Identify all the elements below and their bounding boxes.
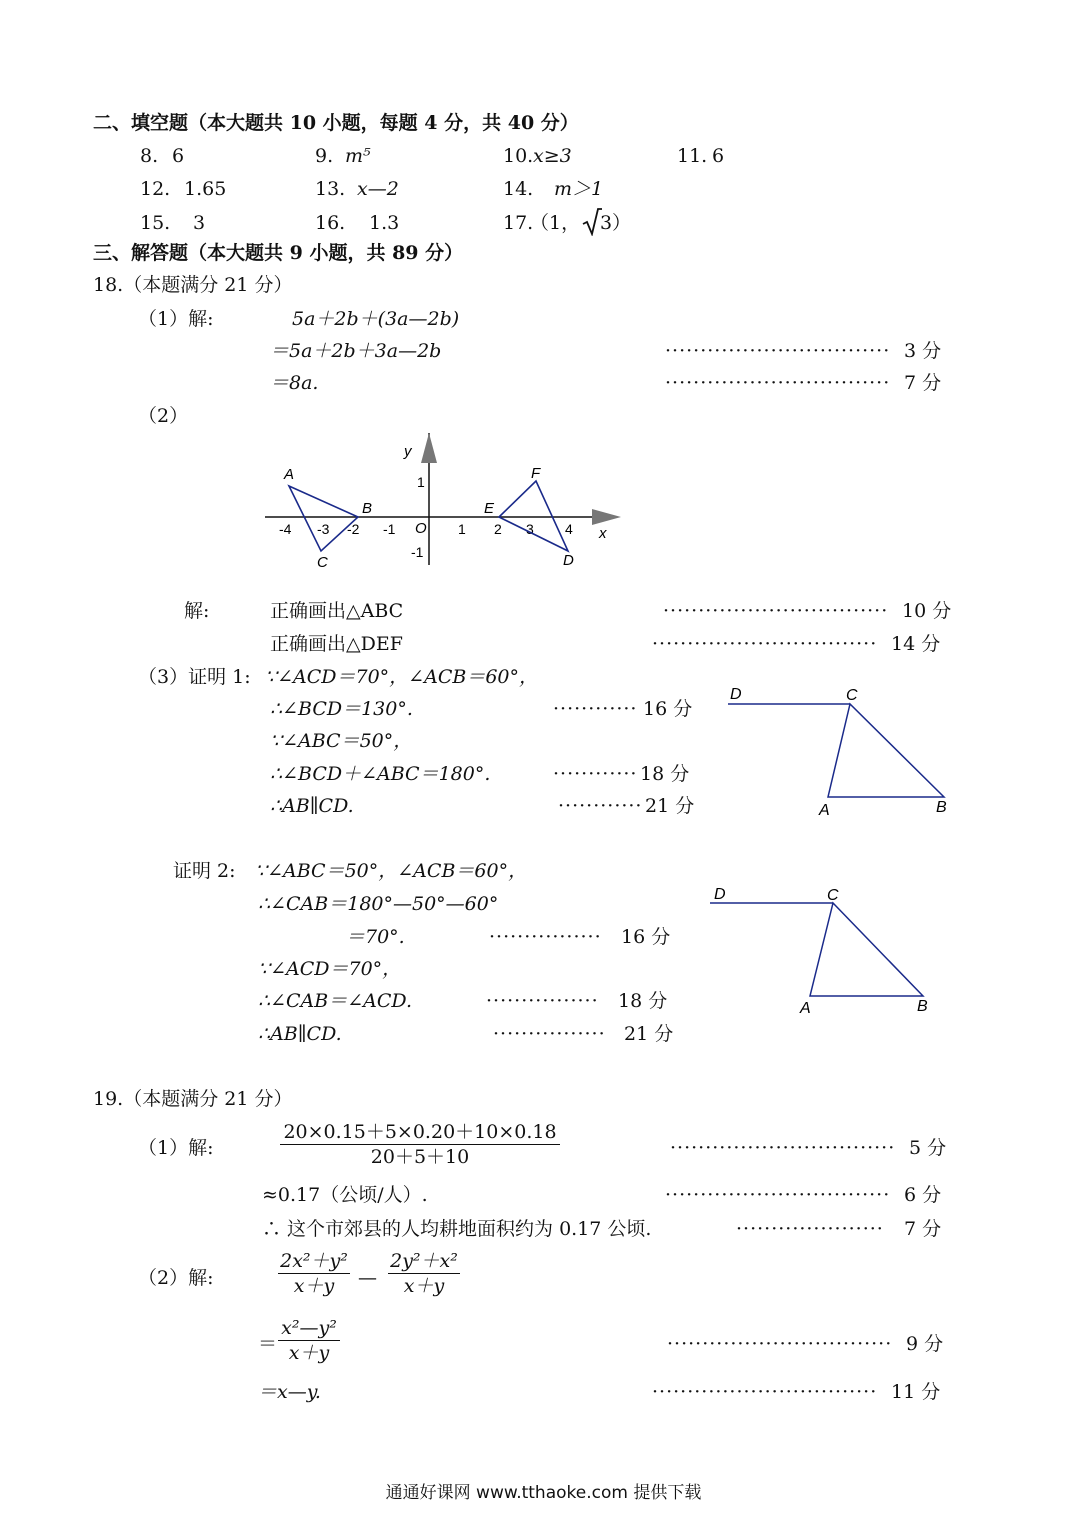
answer-17-num: 17. [503, 212, 534, 234]
q19-part1-dots3: ····················· [736, 1218, 884, 1240]
proof1-figure [720, 680, 960, 825]
y-tick-1: 1 [417, 474, 425, 490]
proof2-line5: ∴∠CAB＝∠ACD. [258, 990, 413, 1012]
q19-fraction [280, 1120, 560, 1169]
fraction1-denominator: x＋y [293, 1275, 335, 1297]
q18-part1-line3: ＝8a. [270, 372, 319, 394]
answer-8: 6 [172, 145, 185, 167]
q18-part2-solve-label: 解: [184, 600, 210, 622]
answer-12: 1.65 [184, 178, 227, 200]
q19-part1-line2: ≈0.17（公顷/人）. [262, 1184, 428, 1206]
proof2-label: 证明 2: [173, 860, 236, 882]
answer-11: 6 [712, 145, 725, 167]
answer-11-num: 11. [677, 145, 708, 167]
proof1-dots3: ············ [558, 795, 643, 817]
fraction2-numerator: 2y²＋x² [390, 1250, 458, 1272]
proof2-dots3: ················ [493, 1023, 606, 1045]
q18-part2-line2: 正确画出△DEF [270, 633, 403, 655]
y-axis-label: y [404, 443, 412, 460]
coordinate-graph [255, 425, 635, 575]
q19-part1-score2: 6 分 [904, 1184, 942, 1206]
proof1-label-a: A [819, 802, 830, 819]
x-tick--4: -4 [279, 521, 292, 537]
triangle-def [499, 481, 568, 551]
x-tick-4: 4 [565, 521, 573, 537]
answer-17-c: ） [612, 212, 632, 234]
proof2-score1: 16 分 [621, 926, 671, 948]
y-axis-arrow-icon [421, 433, 437, 463]
proof1-score2: 18 分 [640, 763, 690, 785]
proof2-line4: ∵∠ACD＝70°， [258, 958, 402, 980]
q19-part1-line3: ∴ 这个市郊县的人均耕地面积约为 0.17 公顷. [262, 1218, 652, 1240]
proof2-dots1: ················ [489, 926, 602, 948]
proof1-label-b: B [936, 799, 947, 816]
proof1-line1: ∵∠ACD＝70°，∠ACB＝60°， [265, 666, 538, 688]
proof1-label-c: C [846, 687, 858, 704]
triangle-abc [289, 486, 358, 551]
answer-10-num: 10. [503, 145, 534, 167]
answer-9-num: 9. [315, 145, 334, 167]
proof2-label-c: C [827, 887, 839, 904]
point-f-label: F [531, 465, 541, 482]
answer-12-num: 12. [140, 178, 171, 200]
q19-part1-dots2: ································ [665, 1184, 891, 1206]
fraction2-denominator: x＋y [403, 1275, 445, 1297]
q19-part1-score1: 5 分 [909, 1137, 947, 1159]
answer-13: x—2 [357, 178, 399, 200]
x-axis-arrow-icon [592, 509, 621, 525]
q19-part2-label: （2）解: [138, 1267, 214, 1289]
proof2-score2: 18 分 [618, 990, 668, 1012]
q18-part1-score1: 3 分 [904, 340, 942, 362]
q19-part2-fraction3 [278, 1316, 340, 1365]
point-c-label: C [317, 554, 328, 571]
q19-part1-score3: 7 分 [904, 1218, 942, 1240]
point-a-label: A [284, 466, 295, 483]
q18-heading: 18.（本题满分 21 分） [93, 274, 293, 296]
x-axis-label: x [599, 525, 607, 542]
q18-part2-dots1: ································ [663, 600, 889, 622]
proof2-line1: ∵∠ABC＝50°，∠ACB＝60°， [255, 860, 528, 882]
q18-part2-score2: 14 分 [891, 633, 941, 655]
point-b-label: B [362, 500, 373, 517]
fraction1-numerator: 2x²＋y² [280, 1250, 348, 1272]
proof2-label-a: A [800, 1000, 811, 1017]
origin-label: O [415, 520, 427, 537]
x-tick--1: -1 [383, 521, 396, 537]
answer-17-a: （1， [530, 212, 581, 234]
q19-part2-dots1: ································ [667, 1333, 893, 1355]
proof1-dots2: ············ [553, 763, 638, 785]
x-tick--2: -2 [347, 521, 360, 537]
q18-part2-score1: 10 分 [902, 600, 952, 622]
proof2-score3: 21 分 [624, 1023, 674, 1045]
x-tick-2: 2 [494, 521, 502, 537]
answer-14: m＞1 [554, 178, 604, 200]
section-3-title: 三、解答题（本大题共 9 小题，共 89 分） [93, 242, 464, 264]
proof1-line4: ∴∠BCD＋∠ABC＝180°. [270, 763, 491, 785]
proof1-dots1: ············ [553, 698, 638, 720]
proof1-line2: ∴∠BCD＝130°. [270, 698, 413, 720]
q18-part1-label: （1）解: [138, 308, 214, 330]
proof2-label-b: B [917, 998, 928, 1015]
answer-10: x≥3 [533, 145, 572, 167]
x-tick-1: 1 [458, 521, 466, 537]
q19-part2-minus: — [358, 1267, 377, 1289]
q19-fraction-numerator: 20×0.15＋5×0.20＋10×0.18 [283, 1121, 557, 1143]
q19-part1-label: （1）解: [138, 1137, 214, 1159]
q19-part2-dots2: ································ [652, 1381, 878, 1403]
q19-heading: 19.（本题满分 21 分） [93, 1088, 293, 1110]
answer-15: 3 [193, 212, 206, 234]
answer-16: 1.3 [369, 212, 400, 234]
point-e-label: E [484, 500, 495, 517]
proof2-line2: ∴∠CAB＝180°—50°—60° [258, 893, 499, 915]
q19-part2-fraction2 [388, 1249, 460, 1298]
point-d-label: D [563, 552, 574, 569]
x-tick-3: 3 [526, 521, 534, 537]
q19-fraction-denominator: 20＋5＋10 [370, 1146, 470, 1168]
answer-15-num: 15. [140, 212, 171, 234]
q18-part1-line2: ＝5a＋2b＋3a—2b [270, 340, 442, 362]
proof1-score3: 21 分 [645, 795, 695, 817]
sqrt-sign-icon [582, 206, 602, 236]
proof1-line3: ∵∠ABC＝50°， [270, 730, 413, 752]
answer-16-num: 16. [315, 212, 346, 234]
proof1-score1: 16 分 [643, 698, 693, 720]
q19-part1-dots1: ································ [670, 1137, 896, 1159]
answer-14-num: 14. [503, 178, 534, 200]
q18-part1-line1: 5a＋2b＋(3a—2b) [292, 308, 460, 330]
q19-part2-equals: ＝ [258, 1333, 278, 1355]
fraction3-denominator: x＋y [288, 1342, 330, 1364]
answer-8-num: 8. [140, 145, 159, 167]
answer-13-num: 13. [315, 178, 346, 200]
q18-part3-label: （3）证明 1: [138, 666, 251, 688]
proof2-figure [705, 880, 945, 1020]
answer-17-b: 3 [600, 212, 613, 234]
q19-part2-last: ＝x—y. [258, 1381, 321, 1403]
q19-part2-score1: 9 分 [906, 1333, 944, 1355]
y-tick--1: -1 [411, 544, 424, 560]
q18-part1-dots1: ································ [665, 340, 891, 362]
proof1-line5: ∴AB∥CD. [270, 795, 354, 817]
proof1-label-d: D [730, 686, 742, 703]
q18-part2-line1: 正确画出△ABC [270, 600, 404, 622]
fraction3-numerator: x²—y² [281, 1317, 337, 1339]
answer-9: m⁵ [345, 145, 371, 167]
q18-part2-dots2: ································ [652, 633, 878, 655]
q18-part1-score2: 7 分 [904, 372, 942, 394]
page-footer: 通通好课网 www.tthaoke.com 提供下载 [385, 1483, 702, 1503]
section-2-title: 二、填空题（本大题共 10 小题，每题 4 分，共 40 分） [93, 112, 579, 134]
proof2-dots2: ················ [486, 990, 599, 1012]
proof2-label-d: D [714, 886, 726, 903]
q19-part2-fraction1 [278, 1249, 350, 1298]
proof2-line3: ＝70°. [346, 926, 405, 948]
proof2-line6: ∴AB∥CD. [258, 1023, 342, 1045]
q18-part2-label: （2） [138, 405, 189, 427]
q19-part2-score2: 11 分 [891, 1381, 941, 1403]
x-tick--3: -3 [317, 521, 330, 537]
q18-part1-dots2: ································ [665, 372, 891, 394]
